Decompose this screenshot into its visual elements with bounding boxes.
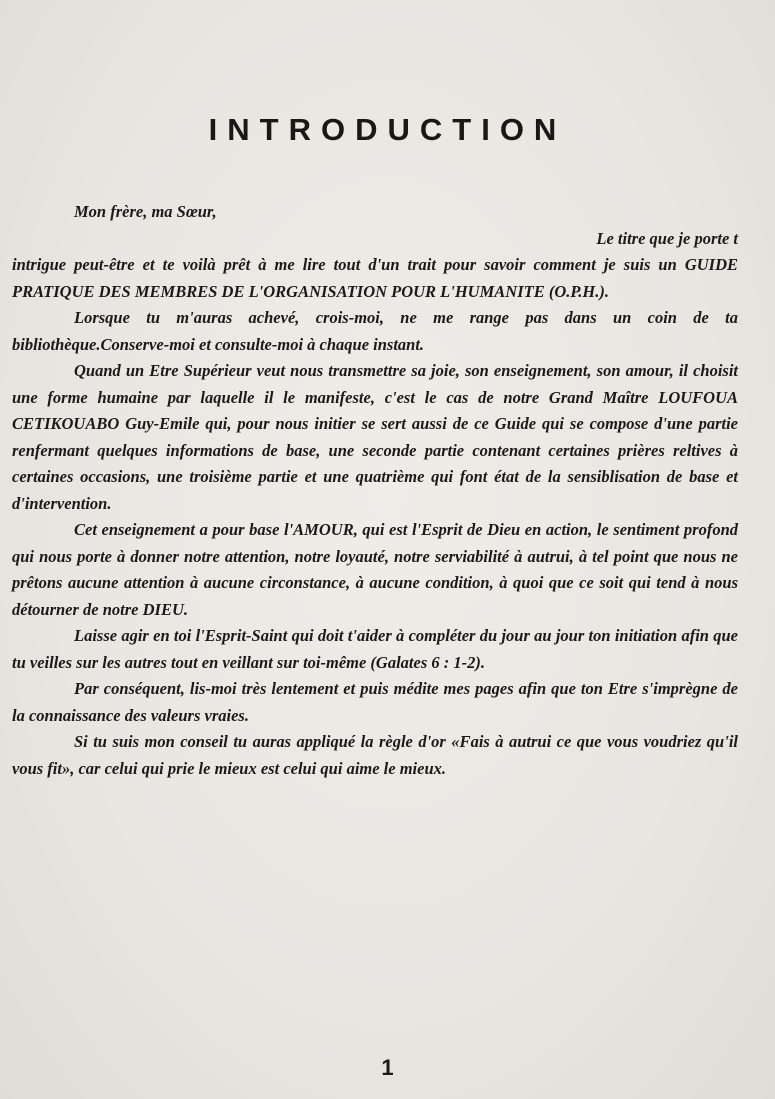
opening-line: Le titre que je porte t	[596, 228, 738, 248]
paragraph: Si tu suis mon conseil tu auras appliqué la règle d'or «Fais à autrui ce que vous voudriez qu'il vous fit», car celui qui prie le mieux est celui qui aime le mieux.	[12, 732, 738, 778]
paragraph: Lorsque tu m'auras achevé, crois-moi, ne me range pas dans un coin de ta bibliothèque.Conserve-moi et consulte-moi à chaque instant.	[12, 308, 738, 354]
page-number: 1	[381, 1055, 394, 1080]
paragraph: Par conséquent, lis-moi très lentement et puis médite mes pages afin que ton Etre s'imprègne de la connaissance des valeurs vraies.	[12, 679, 738, 725]
paragraph: Cet enseignement a pour base l'AMOUR, qui est l'Esprit de Dieu en action, le sentiment profond qui nous porte à donner notre attention, notre loyauté, notre serviabilité à autrui, à tel point que nous ne prêtons aucune attention à aucune circonstance, à aucune condition, à quoi que ce soit qui tend à nous détourner de notre DIEU.	[12, 520, 738, 619]
paragraph: Laisse agir en toi l'Esprit-Saint qui doit t'aider à compléter du jour au jour ton initiation afin que tu veilles sur les autres tout en veillant sur toi-même (Galates 6 : 1-2).	[12, 626, 738, 672]
page-title: INTRODUCTION	[208, 112, 567, 147]
paragraph: Quand un Etre Supérieur veut nous transmettre sa joie, son enseignement, son amour, il choisit une forme humaine par laquelle il le manifeste, c'est le cas de notre Grand Maître LOUFOUA CETIKOUABO Guy-Emile qui, pour nous initier se sert aussi de ce Guide qui se compose d'une partie renfermant quelques informations de base, une seconde partie contenant certaines prières reltives à certaines occasions, une troisième partie et une quatrième qui font état de la sensiblisation de base et d'intervention.	[12, 361, 738, 513]
paragraph: intrigue peut-être et te voilà prêt à me lire tout d'un trait pour savoir comment je suis un GUIDE PRATIQUE DES MEMBRES DE L'ORGANISATION POUR L'HUMANITE (O.P.H.).	[12, 255, 738, 301]
body-text	[12, 199, 738, 782]
salutation: Mon frère, ma Sœur,	[74, 202, 217, 221]
